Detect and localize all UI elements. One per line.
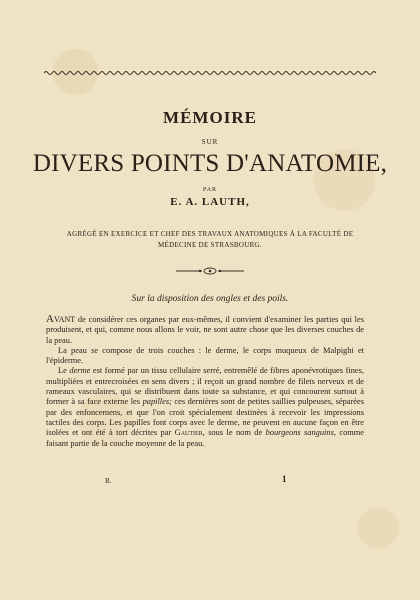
term-derme: derme — [69, 366, 91, 376]
author-name: E. A. LAUTH, — [170, 196, 250, 208]
decorative-wavy-rule — [44, 70, 376, 76]
author-connector-par: PAR — [202, 187, 218, 193]
drop-cap-word: Avant — [46, 313, 76, 325]
section-heading: Sur la disposition des ongles et des poils. — [131, 294, 289, 304]
paragraph-1 — [46, 314, 364, 346]
paragraph-3-part-d: , sous le nom de — [202, 428, 266, 438]
paragraph-2: La peau se compose de trois couches : le derme, le corps muqueux de Malpighi et l'épiderme. — [46, 345, 364, 366]
page-number: 1 — [282, 474, 287, 484]
page-subtitle: DIVERS POINTS D'ANATOMIE, — [32, 150, 388, 177]
paragraph-3-part-c: ces dernières sont de petites saillies pulpeuses, séparées par des enfoncemens, et que l'on croit spécialement destinées à recevoir les impressions tactiles des corps. Les papilles font corps avec le derme, ne peuvent en aucune façon en être isolées et ont été à tort décrites par — [46, 397, 364, 438]
term-papilles: papilles; — [142, 397, 172, 407]
affiliation-line-1: AGRÉGÉ EN EXERCICE ET CHEF DES TRAVAUX ANATOMIQUES À LA FACULTÉ DE — [66, 230, 354, 238]
affiliation-line-2: MÉDECINE DE STRASBOURG. — [158, 241, 262, 249]
paragraph-3-part-a: Le — [58, 366, 70, 376]
paragraph-3-part-b: est formé par un tissu cellulaire serré, entremêlé de fibres aponévrotiques fines, multipliées et entrecroisées en sens divers ; il reçoit un grand nombre de filets nerveux et de rameaux vasculaires, qui se distribuent dans toute sa substance, et qui concourent surtout à former à sa face externe les — [46, 366, 364, 407]
signature-mark: B. — [105, 477, 112, 485]
author-gautier: Gautier — [174, 428, 203, 438]
paragraph-1-text: de considérer ces organes par eux-mêmes, il convient d'examiner les parties qui les produisent, et qui, comme nous allons le voir, ne sont autre chose que les diverses couches de la peau. — [46, 315, 364, 345]
title-connector-sur: SUR — [201, 138, 219, 146]
term-bourgeons-sanguins: bourgeons sanguins — [265, 428, 334, 438]
paragraph-3 — [46, 366, 364, 448]
body-text — [46, 314, 364, 449]
page-title: MÉMOIRE — [163, 108, 257, 127]
paragraph-3-part-e: , comme faisant partie de la couche moyenne de la peau. — [46, 428, 364, 448]
author-affiliation — [60, 229, 360, 251]
ornament-divider-icon — [176, 266, 244, 276]
